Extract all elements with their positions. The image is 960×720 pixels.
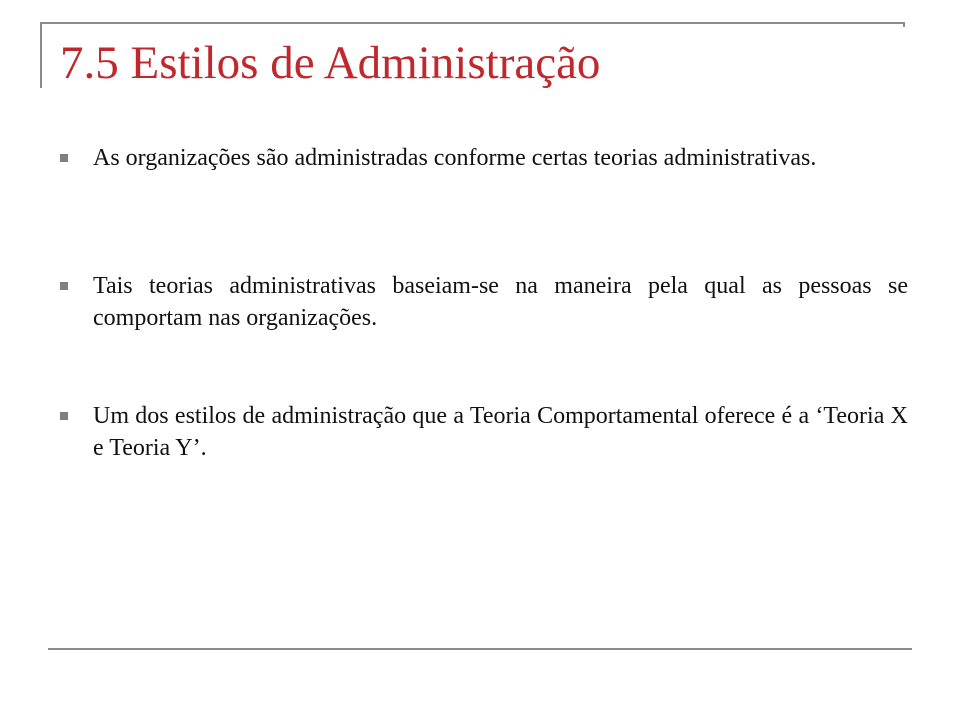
square-bullet-icon	[60, 154, 68, 162]
bottom-border-line	[48, 648, 912, 650]
top-border-line	[40, 22, 904, 24]
right-border-tick	[903, 22, 905, 27]
left-border-line	[40, 22, 42, 88]
square-bullet-icon	[60, 412, 68, 420]
bullet-text: As organizações são administradas conforme certas teorias administrativas.	[93, 145, 817, 171]
bullet-text: Tais teorias administrativas baseiam-se na maneira pela qual as pessoas se comportam nas organizações.	[93, 273, 908, 331]
bullet-text: Um dos estilos de administração que a Teoria Comportamental oferece é a ‘Teoria X e Teoria Y’.	[93, 403, 908, 461]
slide-title: 7.5 Estilos de Administração	[60, 37, 601, 89]
square-bullet-icon	[60, 282, 68, 290]
